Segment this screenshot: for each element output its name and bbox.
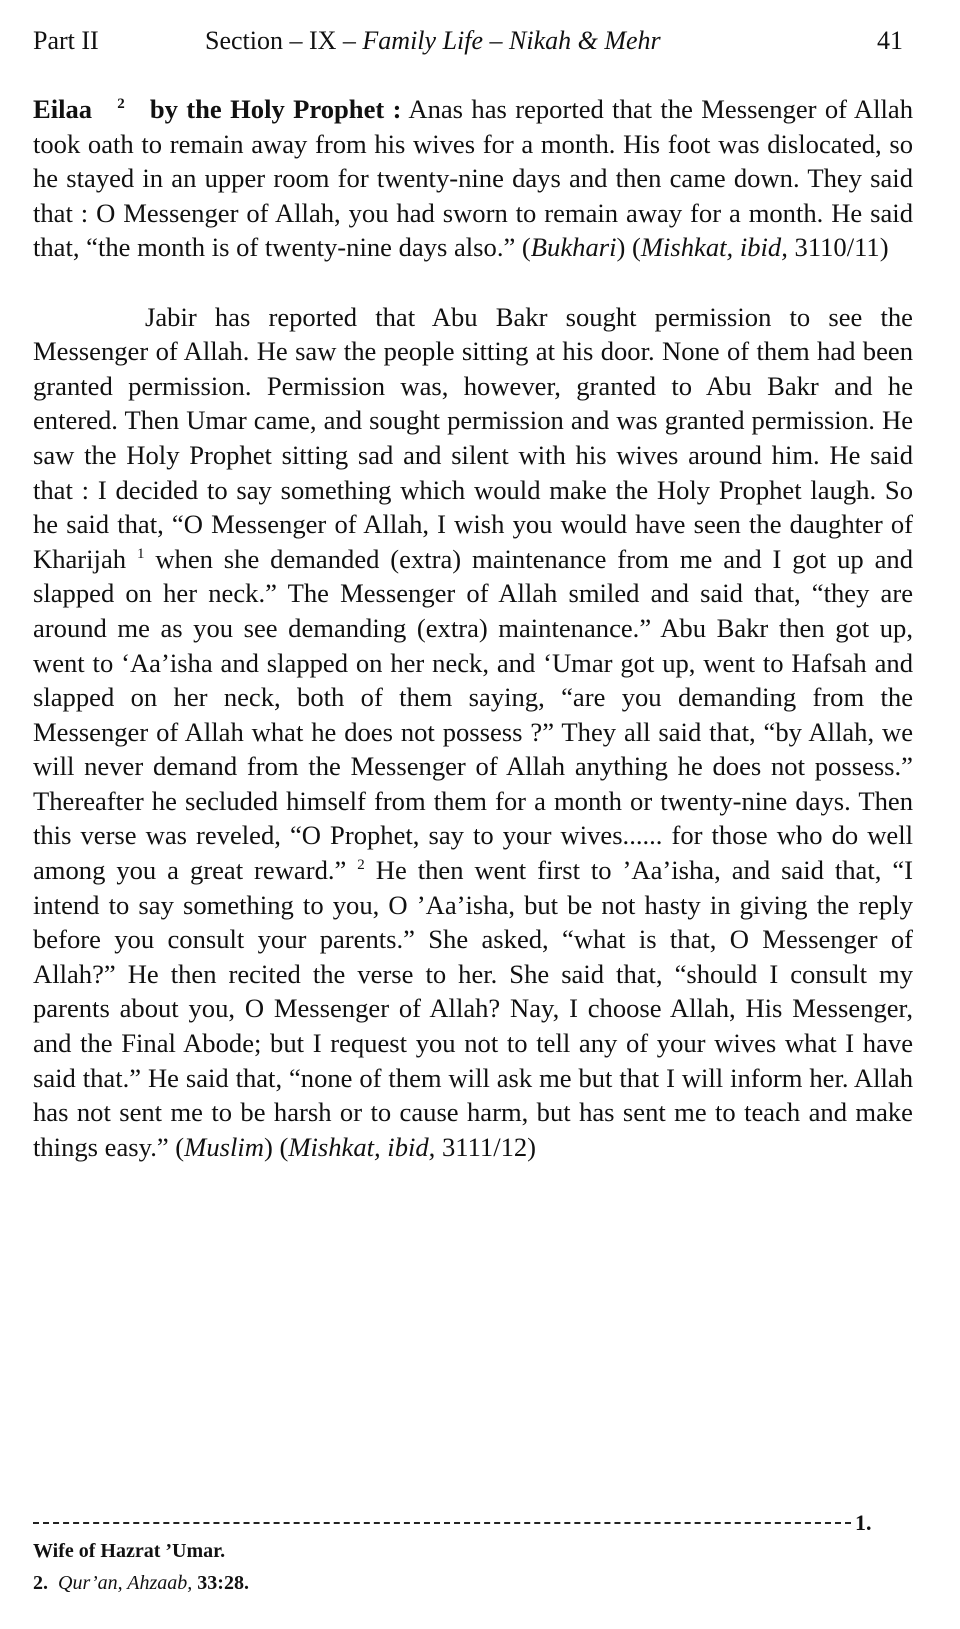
footnote-1: Wife of Hazrat ’Umar. [33,1540,226,1562]
citation-source: Bukhari [530,232,617,263]
section-label [205,26,661,56]
footnote-ref-2: 2 [357,857,365,874]
dashed-rule [33,1522,851,1524]
paragraph-jabir: Jabir has reported that Abu Bakr sought permission to see the Messenger of Allah. He saw the people sitting at his door. None of them had been granted permission. Permission was, however, granted to Abu Bakr and he entered. Then Umar came, and sought permission and was granted permission. He saw the Holy Prophet sitting sad and silent with his wives around him. He said that : I decided to say something which would make the Holy Prophet laugh. So he said that, “O Messenger of Allah, I wish you would have seen the daughter of Kharijah $^1$ when she demanded (extra) maintenance from me and I got up and slapped on her neck.” The Messenger of Allah smiled and said that, “they are around me as you see demanding (extra) maintenance.” Abu Bakr then got up, went to ‘Aa’isha and slapped on her neck, and ‘Umar got up, went to Hafsah and slapped on her neck, both of them saying, “are you demanding from the Messenger of Allah what he does not possess ?” They all said that, “by Allah, we will never demand from the Messenger of Allah anything he does not possess.” Thereafter he secluded himself from them for a month or twenty-nine days. Then this verse was reveled, “O Prophet, say to your wives...... for those who do well among you a great reward.” $^2$ He then went first to ’Aa’isha, and said that, “I intend to say something to you, O ’Aa’isha, but be not hasty in giving the reply before you consult your parents.” She asked, “what is that, O Messenger of Allah?” He then recited the verse to her. She said that, “should I consult my parents about you, O Messenger of Allah? Nay, I choose Allah, His Messenger, and the Final Abode; but I request you not to tell any of your wives what I have said that.” He said that, “none of them will ask me but that I will inform her. Allah has not sent me to be harsh or to cause harm, but has sent me to teach and make things easy.” (Muslim) (Mishkat, ibid, 3111/12) [33,301,914,1162]
citation-mishkat: Mishkat, ibid, [288,1131,436,1162]
footnote-ref-1: 1 [136,545,145,562]
footnote-verse-ref: 33:28. [197,1572,249,1594]
citation-source: Muslim [184,1131,264,1162]
citation-ref: 3110/11) [794,232,889,263]
paragraph-eilaa: Eilaa $^2$ by the Holy Prophet : Anas has reported that the Messenger of Allah took oath to remain away from his wives for a month. His foot was dislocated, so he stayed in an upper room for twenty-nine days and then came down. They said that : O Messenger of Allah, you had sworn to remain away for a month. He said that, “the month is of twenty-nine days also.” (Bukhari) (Mishkat, ibid, 3110/11) [33,94,913,263]
section-title: Family Life – Nikah & Mehr [362,26,661,55]
paragraph-text: Anas has reported that the Messenger of Allah took oath to remain away from his wives for a month. His foot was dislocated, so he stayed in an upper room for twenty-nine days and then came down. They said that : O Messenger of Allah, you had sworn to remain away for a month. He said that, “the month is of twenty-nine days also.” [33,94,913,263]
footnote-number: 2. [33,1572,48,1594]
body-text [33,92,913,1164]
part-label: Part II [33,26,99,55]
footnote-rule-number: 1. [855,1510,872,1534]
heading-holy-prophet: by the Holy Prophet : [149,94,402,124]
footnote-divider [33,1510,913,1534]
citation-mishkat: Mishkat, ibid, [640,232,788,263]
paragraph-text: when she demanded (extra) maintenance from me and I got up and slapped on her neck.” The Messenger of Allah smiled and said that, “they are around me as you see demanding (extra) maintenance.” Abu Bakr then got up, went to ‘Aa’isha and slapped on her neck, and ‘Umar got up, went to Hafsah and slapped on her neck, both of them saying, “are you demanding from the Messenger of Allah what he does not possess ?” They all said that, “by Allah, we will never demand from the Messenger of Allah anything he does not possess.” Thereafter he secluded himself from them for a month or twenty-nine days. Then this verse was reveled, “O Prophet, say to your wives...... for those who do well among you a great reward.” [33,543,913,886]
page-number: 41 [877,26,903,55]
footnote-ref-2: 2 [117,96,125,113]
heading-eilaa: Eilaa [33,94,93,124]
citation-ref: 3111/12) [441,1131,537,1162]
paragraph-text: Jabir has reported that Abu Bakr sought permission to see the Messenger of Allah. He saw the people sitting at his door. None of them had been granted permission. Permission was, however, granted to Abu Bakr and he entered. Then Umar came, and sought permission and was granted permission. He saw the Holy Prophet sitting sad and silent with his wives around him. He said that : I decided to say something which would make the Holy Prophet laugh. So he said that, “O Messenger of Allah, I wish you would have seen the daughter of Kharijah [33,301,913,574]
footnote-2 [33,1572,249,1595]
paragraph-text: He then went first to ’Aa’isha, and said that, “I intend to say something to you, O ’Aa’isha, but be not hasty in giving the reply before you consult your parents.” She asked, “what is that, O Messenger of Allah?” He then recited the verse to her. She said that, “should I consult my parents about you, O Messenger of Allah? Nay, I choose Allah, His Messenger, and the Final Abode; but I request you not to tell any of your wives what I have said that.” He said that, “none of them will ask me but that I will inform her. Allah has not sent me to be harsh or to cause harm, but has sent me to teach and make things easy.” [33,855,914,1162]
section-prefix: Section – IX – [205,26,363,55]
running-header [33,26,913,66]
footnote-source: Qur’an, Ahzaab, [58,1572,193,1594]
